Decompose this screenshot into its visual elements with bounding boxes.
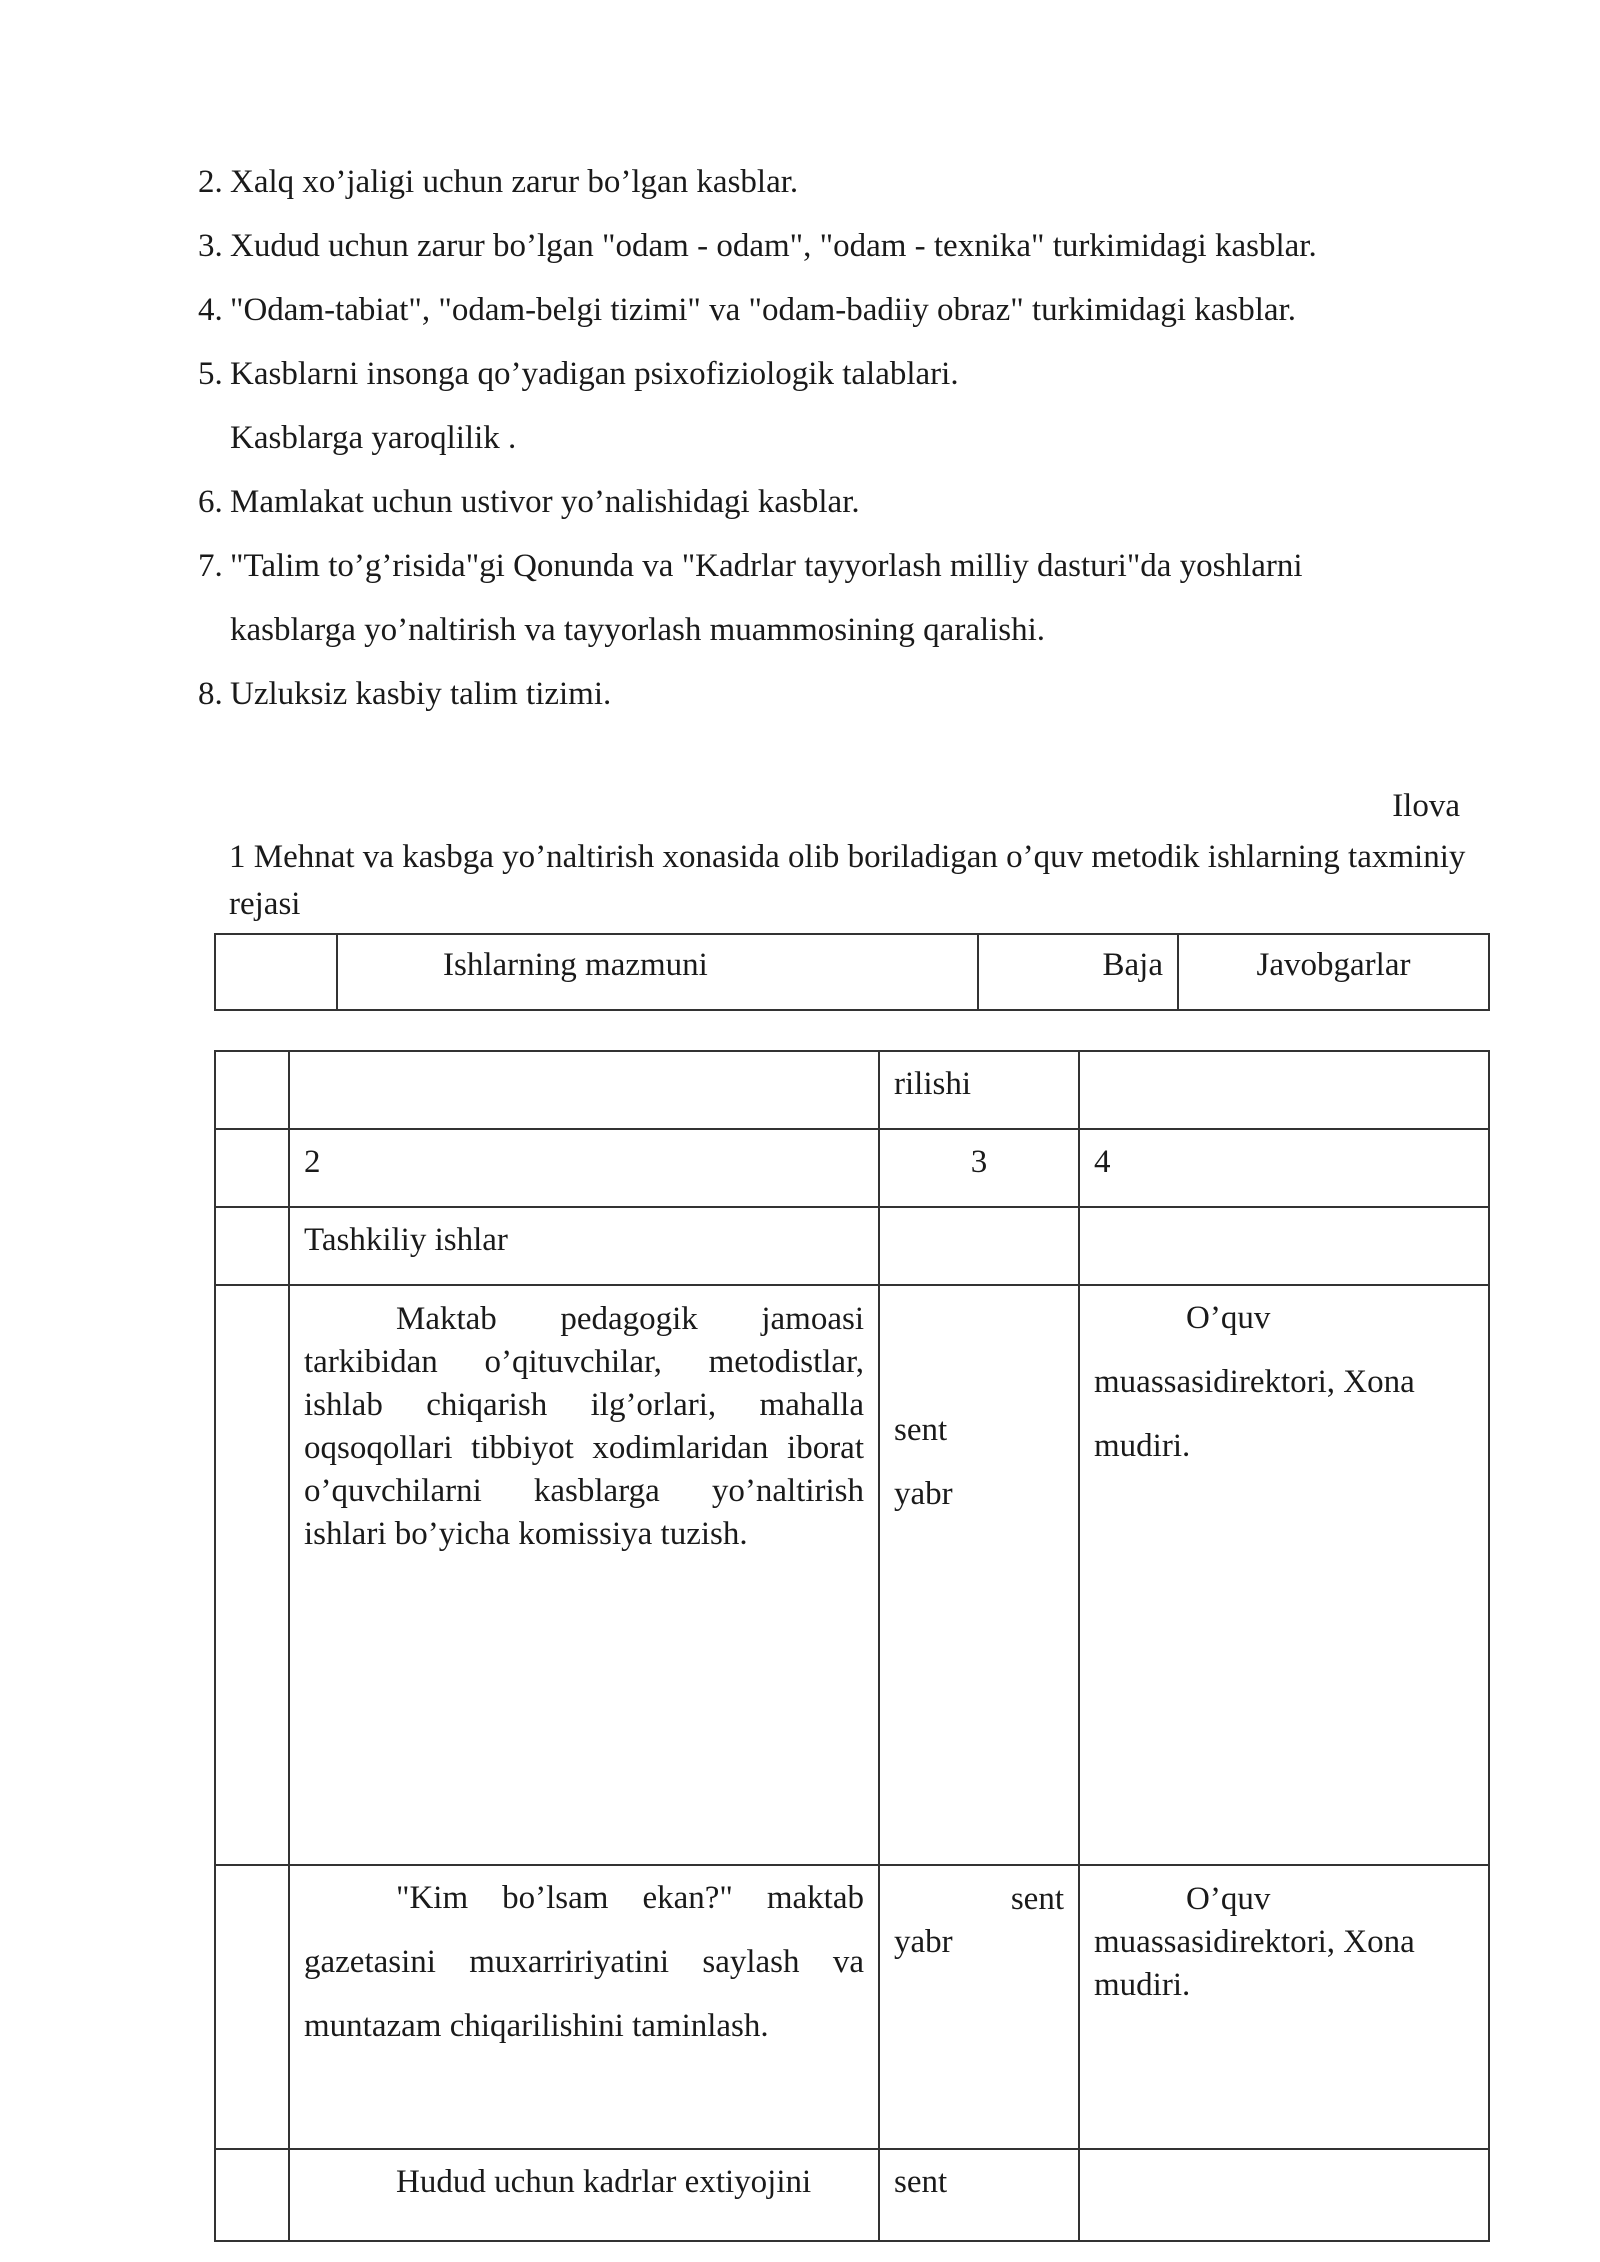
list-item: 7. "Talim to’g’risida"gi Qonunda va "Kadrlar tayyorlash milliy dasturi"da yoshlarni [198, 548, 1303, 584]
table-header-row [215, 934, 1489, 1010]
table-row: 2 3 4 [215, 1129, 1489, 1207]
table-row: "Kim bo’lsam ekan?" maktab gazetasini muxarririyatini saylash va muntazam chiqarilishini taminlash. sent yabr O’quv muassasidirektori, Xona mudiri. [215, 1865, 1489, 2149]
topic-list [198, 150, 1488, 726]
plan-table-header [214, 933, 1490, 1011]
list-item: 3. Xudud uchun zarur bo’lgan "odam - odam", "odam - texnika" turkimidagi kasblar. [198, 228, 1317, 264]
list-item: 4. "Odam-tabiat", "odam-belgi tizimi" va "odam-badiiy obraz" turkimidagi kasblar. [198, 292, 1296, 328]
document-title: 1 Mehnat va kasbga yo’naltirish xonasida olib boriladigan o’quv metodik ishlarning taxminiy rejasi [229, 839, 1466, 922]
plan-table [214, 1050, 1490, 2242]
list-item: 2. Xalq xo’jaligi uchun zarur bo’lgan kasblar. [198, 164, 799, 200]
list-item-continuation: kasblarga yo’naltirish va tayyorlash muammosining qaralishi. [230, 612, 1046, 648]
table-row: rilishi [215, 1051, 1489, 1129]
header-cell-number [215, 934, 337, 1010]
header-cell-responsible: Javobgarlar [1178, 934, 1489, 1010]
header-cell-date: Baja [978, 934, 1178, 1010]
list-item-continuation: Kasblarga yaroqlilik . [230, 420, 517, 456]
list-item: 8. Uzluksiz kasbiy talim tizimi. [198, 676, 612, 712]
table-row: Maktab pedagogik jamoasi tarkibidan o’qituvchilar, metodistlar, ishlab chiqarish ilg’orlari, mahalla oqsoqollari tibbiyot xodimlaridan iborat o’quvchilarni kasblarga yo’naltirish ishlari bo’yicha komissiya tuzish. sent yabr O’quv muassasidirektori, Xona mudiri. [215, 1285, 1489, 1865]
table-row: Hudud uchun kadrlar extiyojini sent [215, 2149, 1489, 2241]
table-row [215, 1207, 1489, 1285]
list-item: 5. Kasblarni insonga qo’yadigan psixofiziologik talablari. [198, 356, 959, 392]
header-cell-content: Ishlarning mazmuni [337, 934, 978, 1010]
annex-label: Ilova [1392, 788, 1460, 824]
list-item: 6. Mamlakat uchun ustivor yo’nalishidagi kasblar. [198, 484, 860, 520]
section-heading: Tashkiliy ishlar [289, 1207, 879, 1285]
